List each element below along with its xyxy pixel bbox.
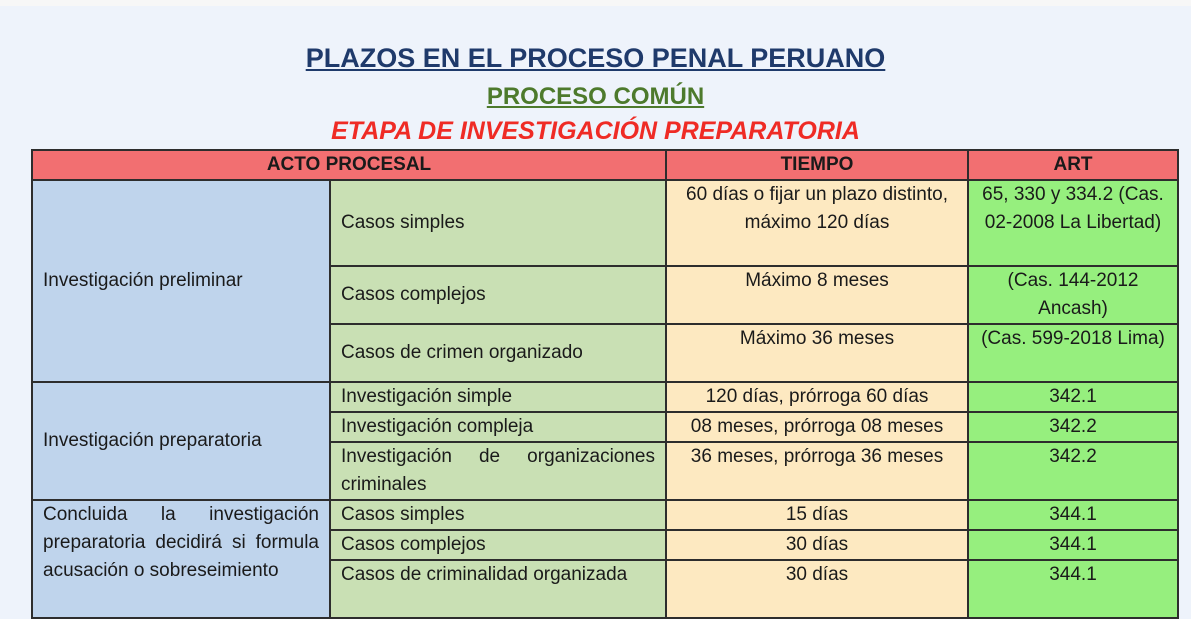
caso-cell: Casos complejos: [330, 266, 666, 324]
tiempo-cell: Máximo 8 meses: [666, 266, 968, 324]
tiempo-cell: Máximo 36 meses: [666, 324, 968, 382]
tiempo-cell: 60 días o fijar un plazo distinto, máximo 120 días: [666, 180, 968, 266]
art-cell: (Cas. 599-2018 Lima): [968, 324, 1178, 382]
caso-cell: Investigación de organizaciones criminales: [330, 442, 666, 500]
art-cell: 344.1: [968, 500, 1178, 530]
header-acto-procesal: ACTO PROCESAL: [32, 150, 666, 180]
caso-cell: Casos de crimen organizado: [330, 324, 666, 382]
caso-cell: Casos complejos: [330, 530, 666, 560]
top-border: [0, 0, 1191, 6]
tiempo-cell: 36 meses, prórroga 36 meses: [666, 442, 968, 500]
art-cell: (Cas. 144-2012 Ancash): [968, 266, 1178, 324]
table-row: [32, 382, 1178, 412]
tiempo-cell: 120 días, prórroga 60 días: [666, 382, 968, 412]
group-label: Investigación preparatoria: [32, 382, 330, 500]
art-cell: 342.2: [968, 442, 1178, 500]
subtitle: PROCESO COMÚN: [486, 83, 705, 110]
caso-cell: Casos simples: [330, 500, 666, 530]
table-row: [32, 180, 1178, 266]
art-cell: 342.1: [968, 382, 1178, 412]
deadlines-table: [31, 149, 1179, 619]
group-label: Concluida la investigación preparatoria decidirá si formula acusación o sobreseimiento: [32, 500, 330, 618]
caso-cell: Casos simples: [330, 180, 666, 266]
art-cell: 344.1: [968, 530, 1178, 560]
header-tiempo: TIEMPO: [666, 150, 968, 180]
stage-title: ETAPA DE INVESTIGACIÓN PREPARATORIA: [331, 117, 860, 145]
caso-cell: Investigación compleja: [330, 412, 666, 442]
header-row: [32, 150, 1178, 180]
group-label: Investigación preliminar: [32, 180, 330, 382]
header-art: ART: [968, 150, 1178, 180]
tiempo-cell: 30 días: [666, 560, 968, 618]
art-cell: 342.2: [968, 412, 1178, 442]
main-title: PLAZOS EN EL PROCESO PENAL PERUANO: [305, 43, 886, 73]
art-cell: 65, 330 y 334.2 (Cas. 02-2008 La Libertad): [968, 180, 1178, 266]
tiempo-cell: 30 días: [666, 530, 968, 560]
art-cell: 344.1: [968, 560, 1178, 618]
caso-cell: Investigación simple: [330, 382, 666, 412]
table-row: [32, 500, 1178, 530]
caso-cell: Casos de criminalidad organizada: [330, 560, 666, 618]
tiempo-cell: 08 meses, prórroga 08 meses: [666, 412, 968, 442]
tiempo-cell: 15 días: [666, 500, 968, 530]
